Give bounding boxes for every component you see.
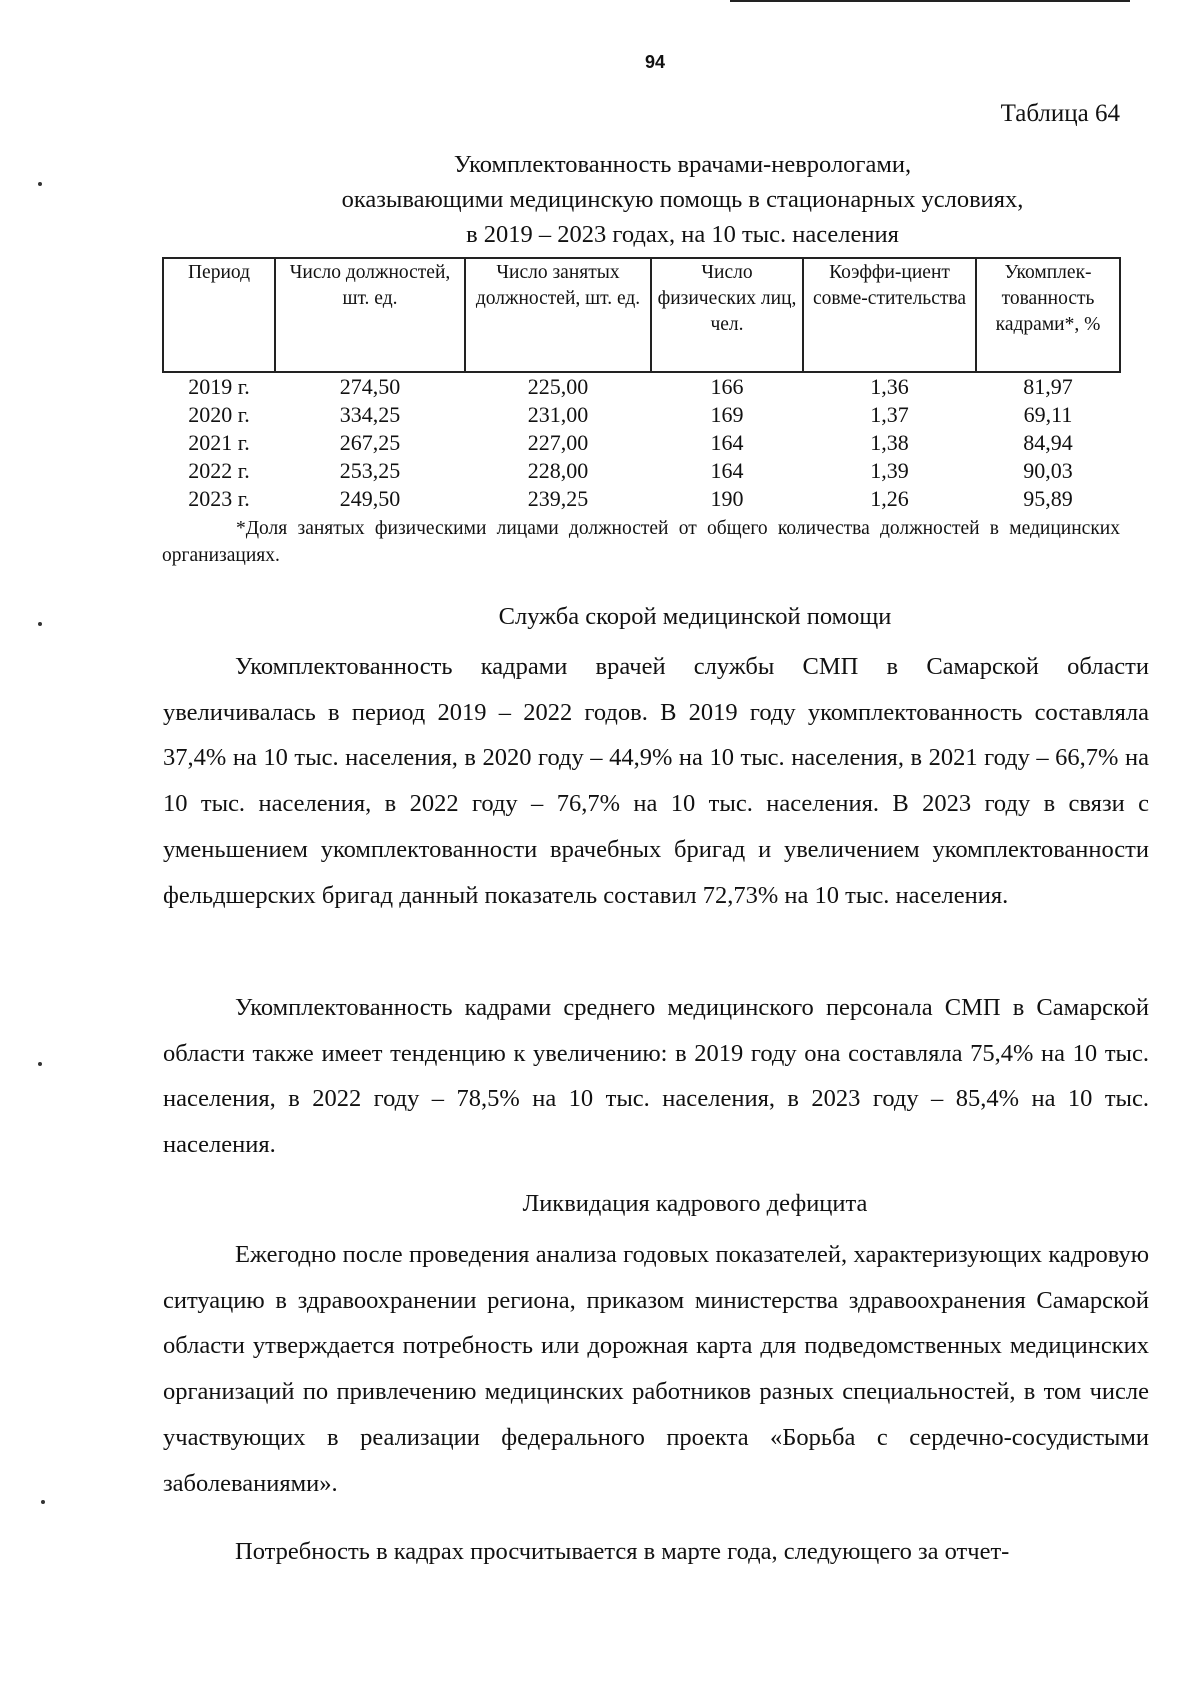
cell-individuals: 164 <box>710 430 744 455</box>
header-individuals: Число физических лиц, чел. <box>651 258 803 372</box>
cell-individuals: 166 <box>710 374 744 399</box>
section-heading-ambulance: Служба скорой медицинской помощи <box>498 603 892 630</box>
paragraph: Потребность в кадрах просчитывается в марте года, следующего за отчет- <box>235 1538 1010 1565</box>
table-footnote: *Доля занятых физическими лицами должностей от общего количества должностей в медицинских организациях. <box>162 518 1120 566</box>
cell-positions: 253,25 <box>339 458 401 483</box>
cell-period: 2023 г. <box>188 486 250 511</box>
table-title-line: Укомплектованность врачами-неврологами, <box>453 151 912 178</box>
cell-period: 2020 г. <box>188 402 250 427</box>
table-row <box>163 457 1120 485</box>
cell-staffing: 69,11 <box>1023 402 1073 427</box>
scan-speck <box>38 182 42 186</box>
cell-positions: 249,50 <box>339 486 401 511</box>
staffing-table <box>162 257 1121 513</box>
scan-speck <box>38 622 42 626</box>
cell-positions: 267,25 <box>339 430 401 455</box>
scan-speck <box>41 1500 45 1504</box>
paragraph: Ежегодно после проведения анализа годовых показателей, характеризующих кадровую ситуацию в здравоохранении региона, приказом министерства здравоохранения Самарской области утверждается потребность или дорожная карта для подведомственных медицинских организаций по привлечению медицинских работников разных специальностей, в том числе участвующих в реализации федерального проекта «Борьба с сердечно-сосудистыми заболеваниями». <box>163 1241 1149 1497</box>
cell-period: 2021 г. <box>188 430 250 455</box>
table-row <box>163 401 1120 429</box>
cell-ratio: 1,38 <box>870 430 909 455</box>
cell-ratio: 1,26 <box>870 486 909 511</box>
cell-occupied: 227,00 <box>527 430 589 455</box>
section-heading-deficit: Ликвидация кадрового дефицита <box>522 1190 868 1217</box>
cell-ratio: 1,36 <box>870 374 909 399</box>
table-label: Таблица 64 <box>1000 100 1120 127</box>
cell-staffing: 90,03 <box>1023 458 1073 483</box>
cell-ratio: 1,37 <box>870 402 909 427</box>
cell-ratio: 1,39 <box>870 458 909 483</box>
table-title <box>160 147 1200 252</box>
cell-staffing: 81,97 <box>1023 374 1073 399</box>
table-row <box>163 485 1120 513</box>
table-row <box>163 429 1120 457</box>
cell-occupied: 228,00 <box>527 458 589 483</box>
cell-occupied: 239,25 <box>527 486 589 511</box>
table-header-row <box>163 258 1120 372</box>
header-positions: Число должностей, шт. ед. <box>275 258 465 372</box>
paragraph: Укомплектованность кадрами среднего медицинского персонала СМП в Самарской области также имеет тенденцию к увеличению: в 2019 году она составляла 75,4% на 10 тыс. населения, в 2022 году – 78,5% на 10 тыс. населения, в 2023 году – 85,4% на 10 тыс. населения. <box>163 994 1149 1159</box>
cell-staffing: 84,94 <box>1023 430 1073 455</box>
cell-occupied: 225,00 <box>527 374 589 399</box>
cell-occupied: 231,00 <box>527 402 589 427</box>
header-occupied-positions: Число занятых должностей, шт. ед. <box>465 258 651 372</box>
header-combination-ratio: Коэффи-циент совме-стительства <box>803 258 976 372</box>
cell-individuals: 169 <box>710 402 744 427</box>
header-period: Период <box>163 258 275 372</box>
cell-period: 2022 г. <box>188 458 250 483</box>
cell-positions: 274,50 <box>339 374 401 399</box>
header-staffing-percent: Укомплек-тованность кадрами*, % <box>976 258 1120 372</box>
table-row <box>163 372 1120 401</box>
table-title-line: оказывающими медицинскую помощь в стационарных условиях, <box>341 186 1024 213</box>
cell-individuals: 164 <box>710 458 744 483</box>
page-number: 94 <box>644 52 666 72</box>
cell-staffing: 95,89 <box>1023 486 1073 511</box>
cell-period: 2019 г. <box>188 374 250 399</box>
top-rule <box>730 0 1130 2</box>
paragraph: Укомплектованность кадрами врачей службы СМП в Самарской области увеличивалась в период 2019 – 2022 годов. В 2019 году укомплектованность составляла 37,4% на 10 тыс. населения, в 2020 году – 44,9% на 10 тыс. населения, в 2021 году – 66,7% на 10 тыс. населения, в 2022 году – 76,7% на 10 тыс. населения. В 2023 году в связи с уменьшением укомплектованности врачебных бригад и увеличением укомплектованности фельдшерских бригад данный показатель составил 72,73% на 10 тыс. населения. <box>163 653 1149 909</box>
scan-speck <box>38 1062 42 1066</box>
cell-positions: 334,25 <box>339 402 401 427</box>
table-title-line: в 2019 – 2023 годах, на 10 тыс. населения <box>466 221 899 248</box>
cell-individuals: 190 <box>710 486 744 511</box>
